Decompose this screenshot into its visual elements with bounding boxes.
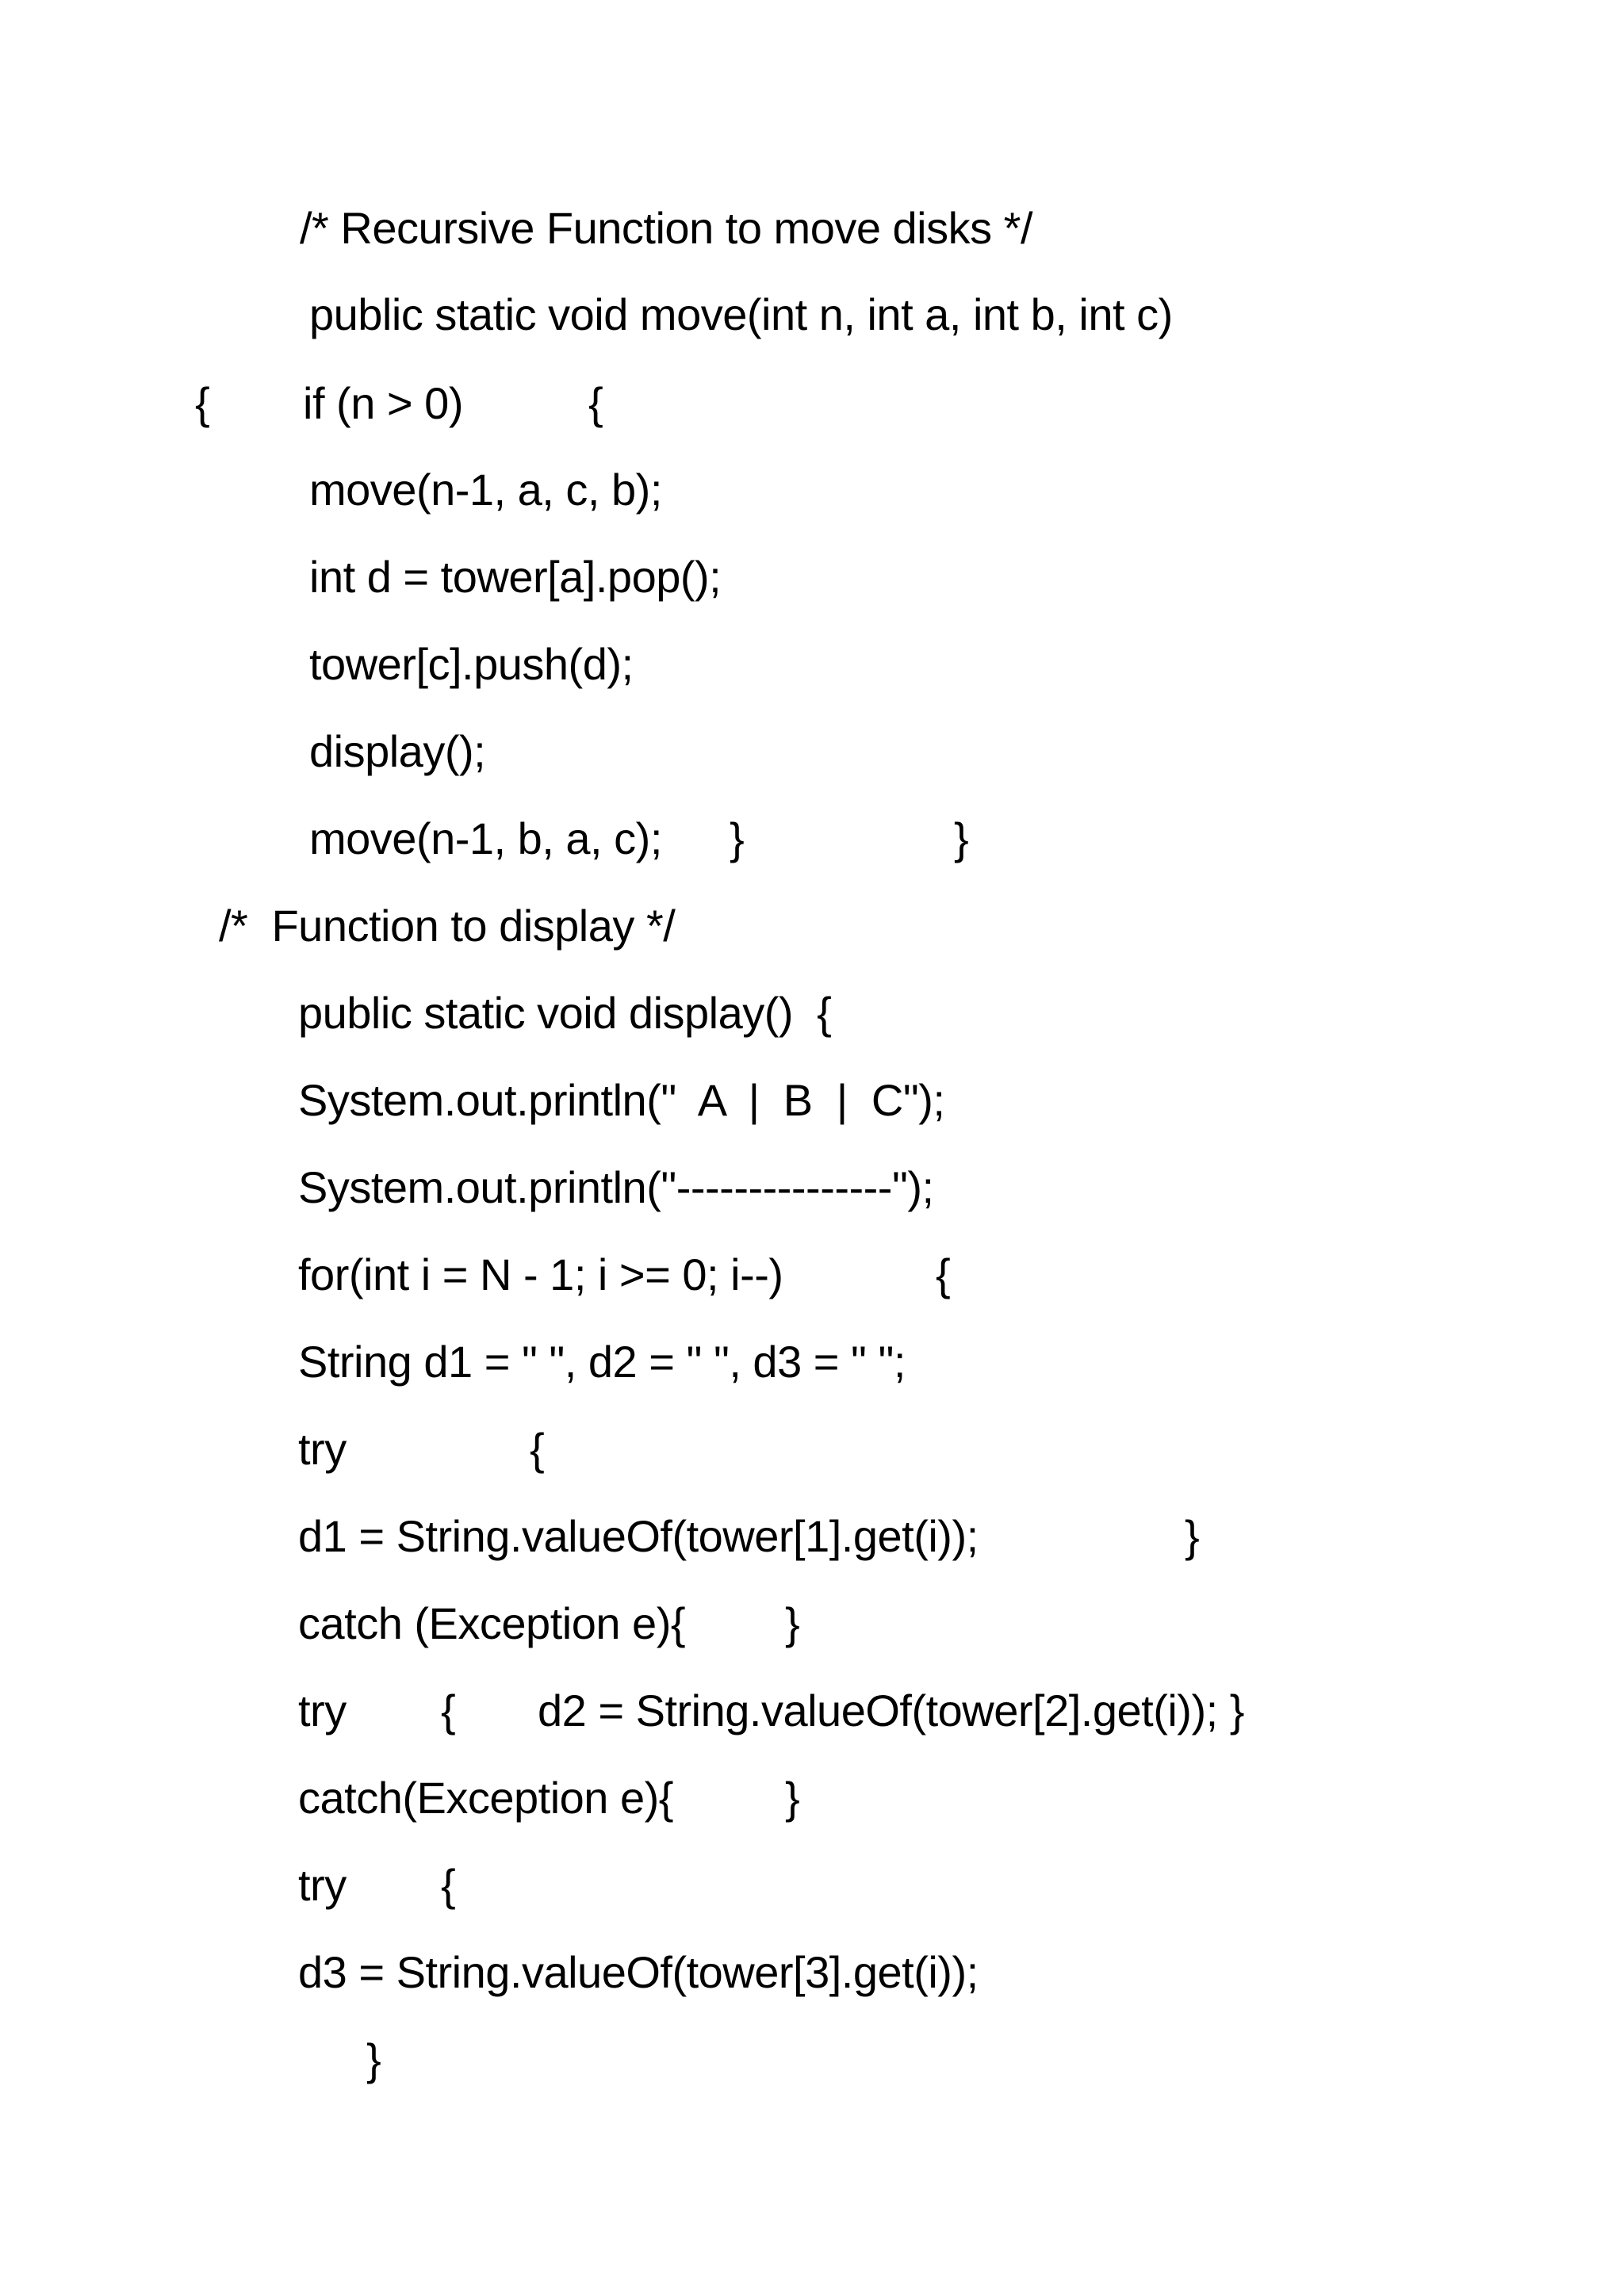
code-line-pop: int d = tower[a].pop();: [309, 552, 722, 602]
code-brace-close-try-1: }: [1185, 1511, 1200, 1561]
code-line-display-call: display();: [309, 726, 486, 776]
code-line-move-recursive-2: move(n-1, b, a, c);: [309, 813, 662, 863]
code-brace-open-try-2: {: [441, 1686, 456, 1735]
code-line-try-2: try: [298, 1686, 347, 1735]
code-line-push: tower[c].push(d);: [309, 639, 634, 689]
code-line-d1-assign: d1 = String.valueOf(tower[1].get(i));: [298, 1511, 979, 1561]
code-brace-close-catch-1: }: [785, 1598, 800, 1648]
code-brace-open-if: {: [588, 378, 603, 428]
code-line-println-separator: System.out.println("---------------");: [298, 1162, 934, 1212]
code-brace-close-method: }: [954, 813, 969, 863]
code-line-move-signature: public static void move(int n, int a, int b, int c): [309, 289, 1173, 339]
code-line-string-decl: String d1 = " ", d2 = " ", d3 = " ";: [298, 1337, 906, 1387]
code-comment-move: /* Recursive Function to move disks */: [300, 203, 1033, 253]
code-line-move-recursive-1: move(n-1, a, c, b);: [309, 465, 662, 515]
code-line-if: if (n > 0): [303, 378, 463, 428]
code-line-display-signature: public static void display() {: [298, 988, 832, 1038]
code-brace-open-for: {: [936, 1249, 951, 1299]
code-line-println-header: System.out.println(" A | B | C");: [298, 1075, 945, 1125]
code-line-for-loop: for(int i = N - 1; i >= 0; i--): [298, 1249, 783, 1299]
code-comment-display: /* Function to display */: [219, 901, 676, 951]
code-brace-close-catch-2: }: [785, 1773, 800, 1823]
code-line-catch-1: catch (Exception e){: [298, 1598, 686, 1648]
code-line-try-1: try: [298, 1424, 347, 1474]
code-brace-open-try-1: {: [530, 1424, 545, 1474]
code-line-catch-2: catch(Exception e){: [298, 1773, 673, 1823]
code-brace-close-try-3: }: [366, 2034, 381, 2084]
code-brace-open-method: {: [195, 378, 210, 428]
code-line-d2-assign: d2 = String.valueOf(tower[2].get(i)); }: [538, 1686, 1244, 1735]
code-line-d3-assign: d3 = String.valueOf(tower[3].get(i));: [298, 1947, 979, 1997]
code-brace-open-try-3: {: [441, 1860, 456, 1910]
code-brace-close-if: }: [730, 813, 745, 863]
code-line-try-3: try: [298, 1860, 347, 1910]
